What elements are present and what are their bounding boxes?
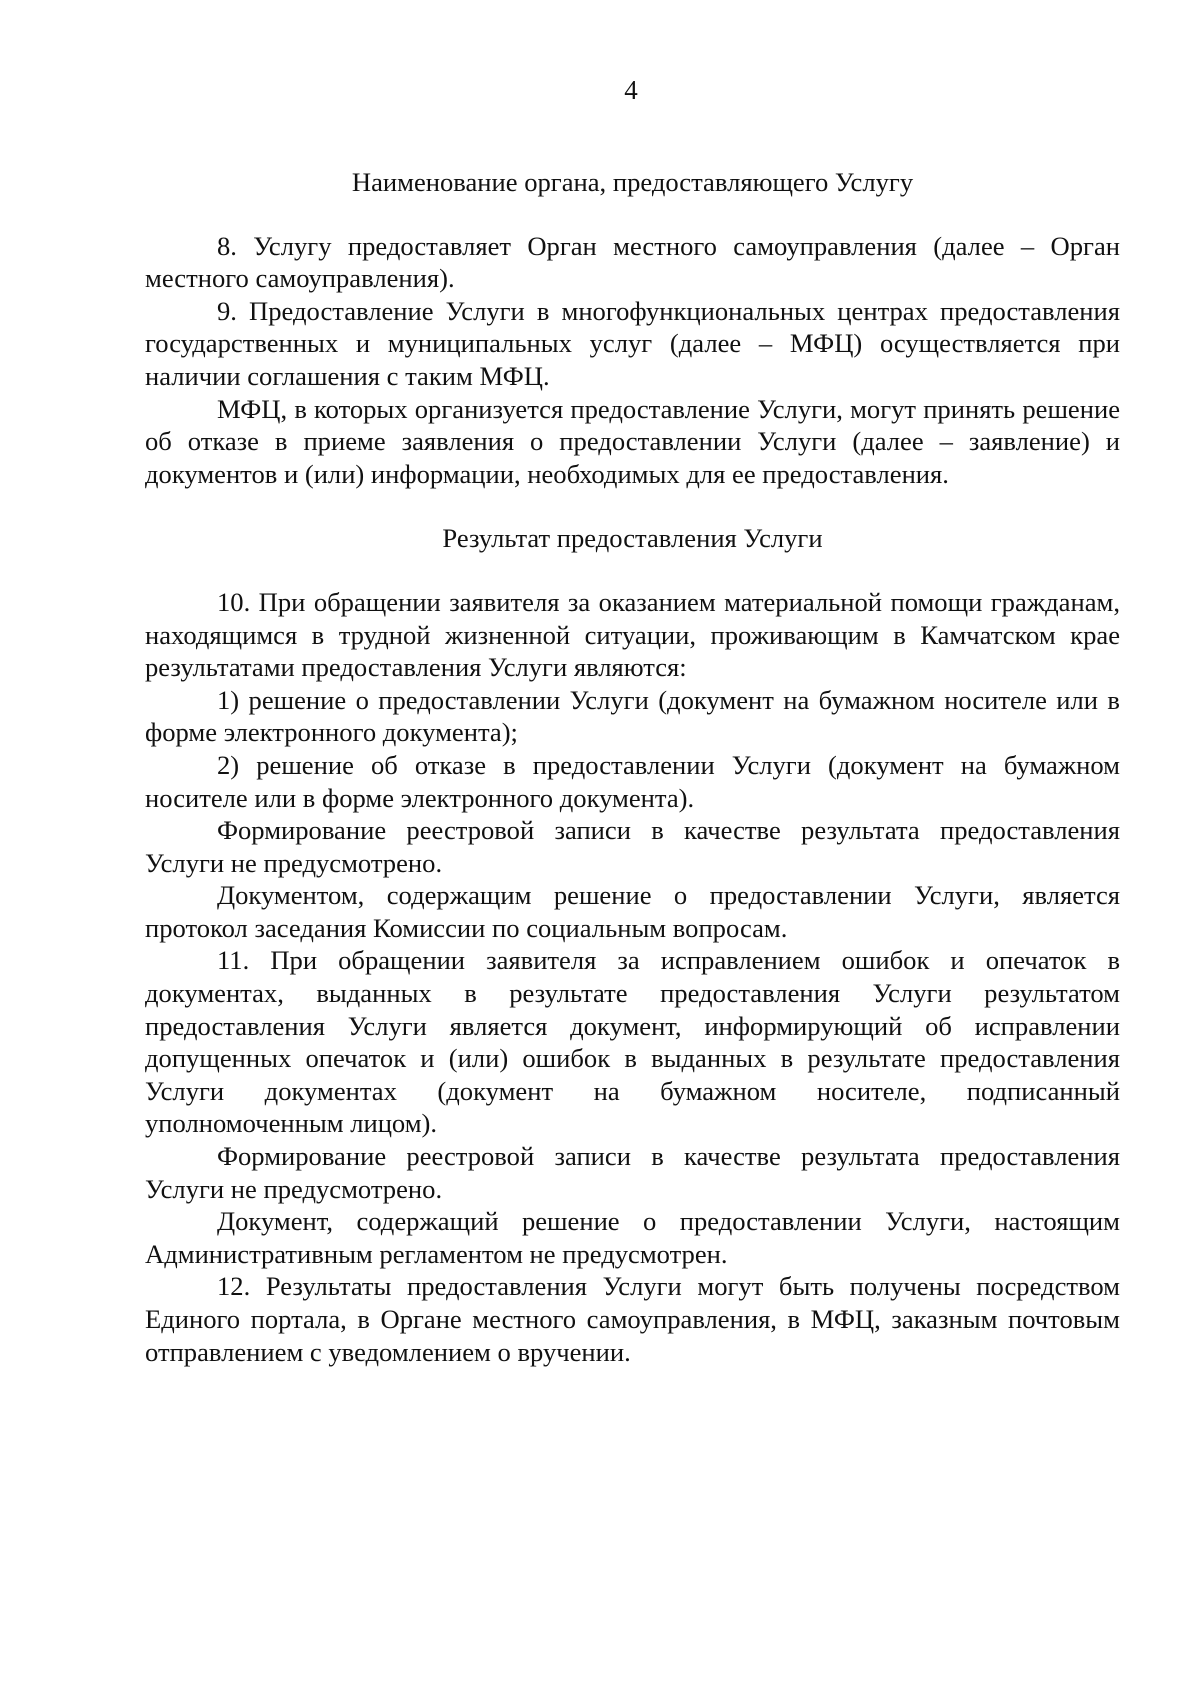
paragraph-registry-record-2: Формирование реестровой записи в качестве результата предоставления Услуги не предусмотрено.: [145, 1141, 1120, 1204]
paragraph-8: 8. Услугу предоставляет Орган местного самоуправления (далее – Орган местного самоуправления).: [145, 230, 1120, 294]
paragraph-registry-record-1: Формирование реестровой записи в качестве результата предоставления Услуги не предусмотрено.: [145, 815, 1120, 878]
paragraph-decision-document: Документом, содержащим решение о предоставлении Услуги, является протокол заседания Комиссии по социальным вопросам.: [145, 880, 1120, 943]
paragraph-9: 9. Предоставление Услуги в многофункциональных центрах предоставления государственных и муниципальных услуг (далее – МФЦ) осуществляется при наличии соглашения с таким МФЦ.: [145, 295, 1120, 391]
section-heading-authority: Наименование органа, предоставляющего Услугу: [351, 167, 914, 197]
paragraph-mfc-refusal: МФЦ, в которых организуется предоставление Услуги, могут принять решение об отказе в приеме заявления о предоставлении Услуги (далее – заявление) и документов и (или) информации, необходимых для ее предоставления.: [145, 393, 1120, 489]
document-body: [145, 166, 1120, 1368]
page-number: 4: [624, 75, 638, 105]
paragraph-10-item-2: 2) решение об отказе в предоставлении Услуги (документ на бумажном носителе или в форме электронного документа).: [145, 749, 1120, 813]
paragraph-decision-not-provided: Документ, содержащий решение о предоставлении Услуги, настоящим Административным регламентом не предусмотрен.: [145, 1206, 1120, 1269]
paragraph-10-item-1: 1) решение о предоставлении Услуги (документ на бумажном носителе или в форме электронного документа);: [145, 684, 1120, 748]
paragraph-12: 12. Результаты предоставления Услуги могут быть получены посредством Единого портала, в Органе местного самоуправления, в МФЦ, заказным почтовым отправлением с уведомлением о вручении.: [145, 1271, 1120, 1367]
paragraph-10: 10. При обращении заявителя за оказанием материальной помощи гражданам, находящимся в трудной жизненной ситуации, проживающим в Камчатском крае результатами предоставления Услуги являются:: [145, 586, 1120, 683]
paragraph-11: 11. При обращении заявителя за исправлением ошибок и опечаток в документах, выданных в результате предоставления Услуги результатом предоставления Услуги является документ, информирующий об исправлении допущенных опечаток и (или) ошибок в выданных в результате предоставления Услуги документах (документ на бумажном носителе, подписанный уполномоченным лицом).: [145, 945, 1120, 1139]
section-heading-result: Результат предоставления Услуги: [442, 523, 823, 554]
